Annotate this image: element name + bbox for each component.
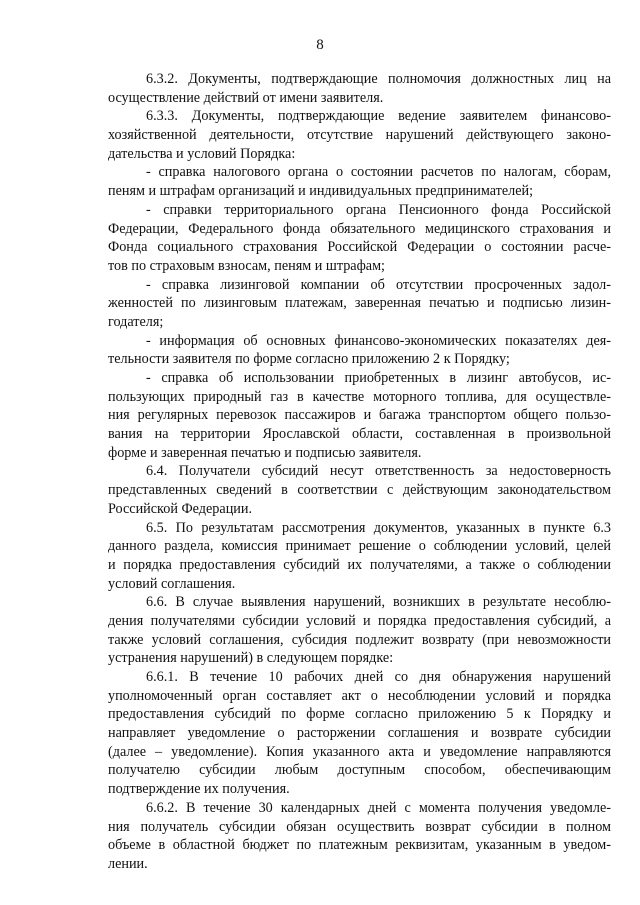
paragraph-p-leasing <box>108 276 611 332</box>
text-line: и порядка предоставления субсидий их получателями, а также о соблюдении <box>108 556 611 573</box>
text-line: подтверждение их получения. <box>108 781 290 798</box>
paragraph-p-finance-info <box>108 332 611 369</box>
text-line: хозяйственной деятельности, отсутствие нарушений действующего законо- <box>108 127 611 144</box>
text-line: пользующих природный газ в качестве моторного топлива, для осуществле- <box>108 388 611 405</box>
text-line: данного раздела, комиссия принимает решение о соблюдении условий, целей <box>108 538 611 555</box>
text-line: Российской Федерации. <box>108 500 253 517</box>
text-line: - справка налогового органа о состоянии расчетов по налогам, сборам, <box>146 164 611 181</box>
paragraph-p-tax <box>108 163 611 200</box>
paragraph-p-6-6-2 <box>108 799 611 874</box>
text-line: 6.6.1. В течение 10 рабочих дней со дня обнаружения нарушений <box>146 669 611 685</box>
paragraph-p-6-5 <box>108 519 611 594</box>
text-line: тов по страховым взносам, пеням и штрафам; <box>108 257 386 274</box>
text-line: направляет уведомление о расторжении соглашения и возврате субсидии <box>108 725 611 742</box>
text-line: ния регулярных перевозок пассажиров и багажа транспортом общего пользо- <box>108 407 611 424</box>
paragraph-p-6-3-3 <box>108 107 611 163</box>
text-line: объеме в областной бюджет по платежным реквизитам, указанным в уведом- <box>108 837 611 854</box>
text-line: предоставления субсидий по форме согласно приложению 5 к Порядку и <box>108 706 611 723</box>
text-line: Федерации, Федерального фонда обязательного медицинского страхования и <box>108 220 611 237</box>
text-line: вания на территории Ярославской области, составленная в произвольной <box>108 426 611 443</box>
text-line: - справки территориального органа Пенсионного фонда Российской <box>146 201 611 218</box>
paragraph-p-6-6 <box>108 593 611 668</box>
paragraph-p-6-4 <box>108 462 611 518</box>
text-line: годателя; <box>108 313 164 330</box>
text-line: лении. <box>108 855 148 872</box>
text-line: дения получателями субсидии условий и порядка предоставления субсидий, а <box>108 612 611 629</box>
text-line: представленных сведений в соответствии с действующим законодательством <box>108 482 611 499</box>
text-line: Фонда социального страхования Российской Федерации о состоянии расче- <box>108 239 611 256</box>
text-line: тельности заявителя по форме согласно приложению 2 к Порядку; <box>108 351 510 368</box>
text-line: 6.5. По результатам рассмотрения документов, указанных в пункте 6.3 <box>146 519 611 536</box>
text-line: женностей по лизинговым платежам, заверенная печатью и подписью лизин- <box>108 295 611 312</box>
document-body <box>108 70 611 874</box>
text-line: - справка об использовании приобретенных в лизинг автобусов, ис- <box>146 370 611 386</box>
text-line: 6.3.2. Документы, подтверждающие полномочия должностных лиц на <box>146 71 611 87</box>
text-line: (далее – уведомление). Копия указанного акта и уведомление направляются <box>108 743 611 760</box>
text-line: осуществление действий от имени заявителя. <box>108 89 384 106</box>
text-line: условий соглашения. <box>108 575 236 592</box>
paragraph-p-6-6-1 <box>108 668 611 799</box>
text-line: - справка лизинговой компании об отсутствии просроченных задол- <box>146 276 611 293</box>
text-line: - информация об основных финансово-экономических показателях дея- <box>146 332 611 349</box>
text-line: пеням и штрафам организаций и индивидуальных предпринимателей; <box>108 183 534 200</box>
text-line: получателю субсидии любым доступным способом, обеспечивающим <box>108 762 611 779</box>
paragraph-p-buses <box>108 369 611 462</box>
page-number: 8 <box>316 37 324 53</box>
paragraph-p-6-3-2 <box>108 70 611 107</box>
text-line: 6.6. В случае выявления нарушений, возникших в результате несоблю- <box>146 594 611 611</box>
text-line: ния получатель субсидии обязан осуществить возврат субсидии в полном <box>108 818 611 835</box>
text-line: 6.3.3. Документы, подтверждающие ведение заявителем финансово- <box>146 108 611 125</box>
paragraph-p-pension <box>108 201 611 276</box>
text-line: 6.4. Получатели субсидий несут ответственность за недостоверность <box>146 463 611 480</box>
text-line: 6.6.2. В течение 30 календарных дней с момента получения уведомле- <box>146 799 611 816</box>
text-line: форме и заверенная печатью и подписью заявителя. <box>108 444 422 461</box>
text-line: уполномоченный орган составляет акт о несоблюдении условий и порядка <box>108 687 611 704</box>
text-line: устранения нарушений) в следующем порядке: <box>108 650 394 667</box>
text-line: дательства и условий Порядка: <box>108 145 296 162</box>
text-line: также условий соглашения, субсидия подлежит возврату (при невозможности <box>108 631 611 648</box>
